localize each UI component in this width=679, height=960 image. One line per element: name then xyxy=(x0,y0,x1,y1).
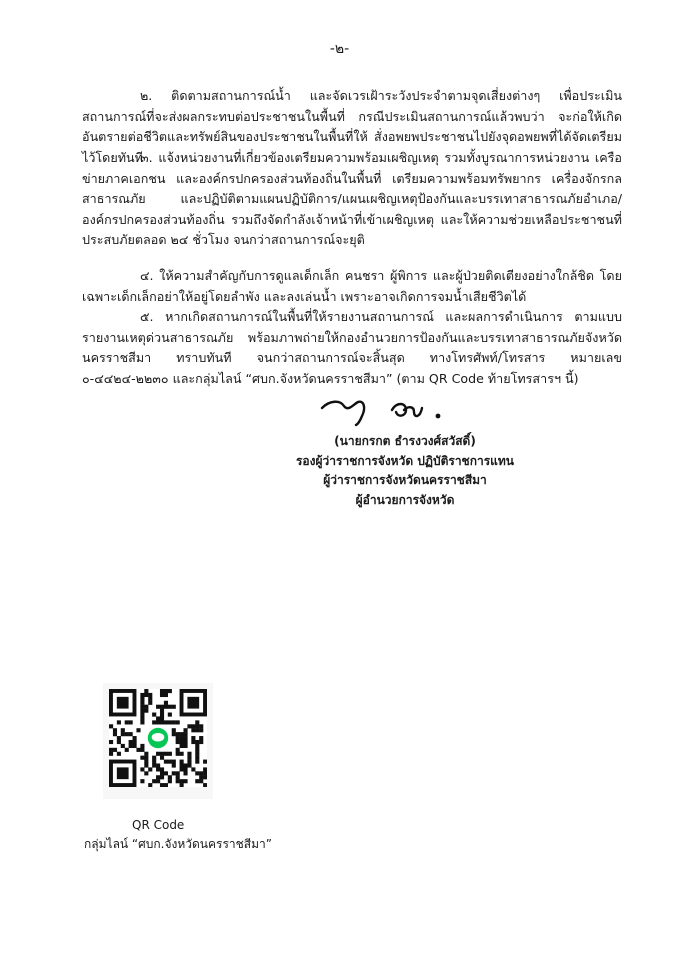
qr-module xyxy=(125,720,129,724)
qr-module xyxy=(113,728,117,732)
qr-module xyxy=(180,752,184,756)
qr-finder-pattern xyxy=(187,697,199,709)
line-chat-bubble xyxy=(152,733,165,742)
qr-module xyxy=(180,744,184,748)
qr-module xyxy=(199,724,203,728)
qr-module xyxy=(156,752,160,756)
qr-module xyxy=(117,720,121,724)
qr-module xyxy=(140,744,144,748)
qr-module xyxy=(160,713,164,717)
signer-name: (นายกรกต ธำรงวงศ์สวัสดิ์) xyxy=(334,434,476,448)
paragraph-number: ๔. xyxy=(140,268,154,283)
qr-module xyxy=(187,760,191,764)
qr-module xyxy=(180,767,184,771)
qr-module xyxy=(168,705,172,709)
qr-module xyxy=(129,744,133,748)
qr-module xyxy=(125,732,129,736)
qr-module xyxy=(129,732,133,736)
qr-module xyxy=(156,779,160,783)
qr-module xyxy=(168,779,172,783)
qr-module xyxy=(164,760,168,764)
qr-finder-pattern xyxy=(117,697,129,709)
qr-module xyxy=(172,760,176,764)
qr-module xyxy=(140,713,144,717)
qr-module xyxy=(117,736,121,740)
qr-module xyxy=(144,763,148,767)
qr-module xyxy=(140,720,144,724)
qr-module xyxy=(160,752,164,756)
qr-module xyxy=(160,716,164,720)
qr-module xyxy=(152,779,156,783)
qr-module xyxy=(117,752,121,756)
qr-module xyxy=(140,716,144,720)
qr-module xyxy=(148,783,152,787)
paragraph-number: ๓. xyxy=(140,150,153,165)
qr-module xyxy=(148,701,152,705)
qr-module xyxy=(176,732,180,736)
qr-module xyxy=(144,705,148,709)
qr-module xyxy=(144,709,148,713)
qr-module xyxy=(180,740,184,744)
qr-module xyxy=(121,728,125,732)
qr-module xyxy=(109,748,113,752)
qr-module xyxy=(195,720,199,724)
qr-module xyxy=(183,744,187,748)
qr-module xyxy=(156,716,160,720)
qr-module xyxy=(168,752,172,756)
qr-module xyxy=(183,740,187,744)
qr-module xyxy=(195,728,199,732)
qr-module xyxy=(199,740,203,744)
qr-module xyxy=(195,744,199,748)
qr-module xyxy=(156,775,160,779)
qr-module xyxy=(191,767,195,771)
paragraph-text: ให้ความสำคัญกับการดูแลเด็กเล็ก คนชรา ผู้พิการ และผู้ป่วยติดเตียงอย่างใกล้ชิด โดยเฉพาะเด็กเล็กอย่าให้อยู่โดยลำพัง และลงเล่นน้ำ เพราะอาจเกิดการจมน้ำเสียชีวิตได้ xyxy=(82,268,622,304)
qr-module xyxy=(168,713,172,717)
paragraph-number: ๕. xyxy=(140,309,154,324)
qr-module xyxy=(117,740,121,744)
qr-module xyxy=(140,709,144,713)
qr-module xyxy=(168,689,172,693)
qr-module xyxy=(176,779,180,783)
qr-caption xyxy=(84,816,274,854)
qr-module xyxy=(164,771,168,775)
qr-module xyxy=(180,763,184,767)
qr-module xyxy=(160,693,164,697)
qr-module xyxy=(113,732,117,736)
qr-module xyxy=(160,771,164,775)
qr-module xyxy=(148,693,152,697)
paragraph-4 xyxy=(82,266,622,307)
qr-module xyxy=(140,705,144,709)
signer-position: ผู้ว่าราชการจังหวัดนครราชสีมา xyxy=(323,473,487,487)
qr-module xyxy=(121,732,125,736)
qr-module xyxy=(160,775,164,779)
qr-module xyxy=(176,740,180,744)
qr-module xyxy=(148,767,152,771)
qr-module xyxy=(140,697,144,701)
qr-module xyxy=(183,763,187,767)
qr-module xyxy=(160,756,164,760)
qr-module xyxy=(195,740,199,744)
qr-module xyxy=(172,705,176,709)
qr-module xyxy=(140,779,144,783)
qr-module xyxy=(144,752,148,756)
qr-module xyxy=(203,775,207,779)
qr-module xyxy=(144,693,148,697)
qr-module xyxy=(168,760,172,764)
qr-module xyxy=(148,697,152,701)
qr-module xyxy=(172,732,176,736)
qr-module xyxy=(129,740,133,744)
qr-module xyxy=(136,728,140,732)
qr-module xyxy=(176,748,180,752)
qr-module xyxy=(140,767,144,771)
qr-module xyxy=(152,713,156,717)
qr-module xyxy=(191,740,195,744)
qr-module xyxy=(160,689,164,693)
qr-module xyxy=(152,760,156,764)
qr-module xyxy=(203,767,207,771)
qr-module xyxy=(203,771,207,775)
qr-module xyxy=(199,728,203,732)
qr-module xyxy=(109,724,113,728)
qr-module xyxy=(160,783,164,787)
qr-module xyxy=(183,728,187,732)
qr-module xyxy=(183,767,187,771)
qr-module xyxy=(195,752,199,756)
qr-module xyxy=(180,736,184,740)
qr-module xyxy=(195,779,199,783)
qr-module xyxy=(140,756,144,760)
qr-module xyxy=(144,756,148,760)
qr-module xyxy=(176,720,180,724)
qr-caption-title: QR Code xyxy=(132,818,185,832)
qr-module xyxy=(140,701,144,705)
qr-module xyxy=(183,732,187,736)
qr-module xyxy=(195,760,199,764)
qr-module xyxy=(191,736,195,740)
qr-module xyxy=(144,771,148,775)
qr-module xyxy=(164,783,168,787)
signature-block xyxy=(290,432,520,510)
qr-module xyxy=(183,736,187,740)
paragraph-text: แจ้งหน่วยงานที่เกี่ยวข้องเตรียมความพร้อมเผชิญเหตุ รวมทั้งบูรณาการหน่วยงาน เครือข่ายภาคเอกชน และองค์กรปกครองส่วนท้องถิ่นในพื้นที่ เตรียมความพร้อมทรัพยากร เครื่องจักรกลสาธารณภัย และปฏิบัติตามแผนปฏิบัติการ/แผนเผชิญเหตุป้องกันและบรรเทาสาธารณภัยอำเภอ/องค์กรปกครองส่วนท้องถิ่น รวมถึงจัดกำลังเจ้าหน้าที่เข้าเผชิญเหตุ และให้ความช่วยเหลือประชาชนที่ประสบภัยตลอด ๒๔ ชั่วโมง จนกว่าสถานการณ์จะยุติ xyxy=(82,150,622,247)
qr-module xyxy=(176,752,180,756)
paragraph-text: ติดตามสถานการณ์น้ำ และจัดเวรเฝ้าระวังประจำตามจุดเสี่ยงต่างๆ เพื่อประเมินสถานการณ์ที่จะส่งผลกระทบต่อประชาชนในพื้นที่ กรณีประเมินสถานการณ์แล้วพบว่า จะก่อให้เกิดอันตรายต่อชีวิตและทรัพย์สินของประชาชนในพื้นที่ให้ สั่งอพยพประชาชนไปยังจุดอพยพที่ได้จัดเตรียมไว้โดยทันที xyxy=(82,88,622,165)
qr-module xyxy=(180,779,184,783)
qr-module xyxy=(195,724,199,728)
qr-module xyxy=(164,705,168,709)
qr-module xyxy=(203,760,207,764)
qr-module xyxy=(133,736,137,740)
qr-module xyxy=(109,740,113,744)
qr-module xyxy=(164,752,168,756)
qr-module xyxy=(160,705,164,709)
qr-module xyxy=(180,783,184,787)
qr-module xyxy=(180,760,184,764)
qr-module xyxy=(168,775,172,779)
qr-finder-pattern xyxy=(117,767,129,779)
qr-module xyxy=(195,771,199,775)
qr-module xyxy=(136,748,140,752)
qr-module xyxy=(144,689,148,693)
qr-module xyxy=(164,701,168,705)
qr-module xyxy=(195,756,199,760)
qr-module xyxy=(144,760,148,764)
qr-module xyxy=(195,748,199,752)
qr-module xyxy=(183,771,187,775)
qr-caption-group: กลุ่มไลน์ “ศบก.จังหวัดนครราชสีมา” xyxy=(84,837,272,851)
qr-module xyxy=(176,736,180,740)
paragraph-number: ๒. xyxy=(140,88,153,103)
qr-module xyxy=(113,748,117,752)
qr-module xyxy=(176,771,180,775)
qr-module xyxy=(176,775,180,779)
paragraph-3 xyxy=(82,148,622,251)
qr-module xyxy=(160,720,164,724)
handwritten-signature xyxy=(318,394,448,428)
qr-module xyxy=(183,779,187,783)
qr-module xyxy=(172,720,176,724)
qr-module xyxy=(140,748,144,752)
qr-module xyxy=(164,693,168,697)
qr-module xyxy=(133,744,137,748)
qr-module xyxy=(164,689,168,693)
qr-module xyxy=(125,748,129,752)
page-number: -๒- xyxy=(329,41,350,57)
qr-module xyxy=(187,724,191,728)
qr-module xyxy=(191,728,195,732)
qr-module xyxy=(199,771,203,775)
qr-module xyxy=(160,767,164,771)
qr-module xyxy=(133,740,137,744)
qr-code-panel xyxy=(103,683,213,799)
qr-module xyxy=(203,783,207,787)
qr-module xyxy=(180,732,184,736)
paragraph-text: หากเกิดสถานการณ์ในพื้นที่ให้รายงานสถานการณ์ และผลการดำเนินการ ตามแบบรายงานเหตุด่วนสาธารณภัย พร้อมภาพถ่ายให้กองอำนวยการป้องกันและบรรเทาสาธารณภัยจังหวัดนครราชสีมา ทราบทันที จนกว่าสถานการณ์จะสิ้นสุด ทางโทรศัพท์/โทรสาร หมายเลข ๐-๔๔๒๔-๒๒๓๐ และกลุ่มไลน์ “ศบก.จังหวัดนครราชสีมา” (ตาม QR Code ท้ายโทรสารฯ นี้) xyxy=(82,309,622,386)
qr-module xyxy=(121,744,125,748)
qr-module xyxy=(199,736,203,740)
qr-code[interactable] xyxy=(109,689,207,787)
qr-module xyxy=(187,763,191,767)
qr-module xyxy=(152,720,156,724)
qr-module xyxy=(199,779,203,783)
qr-module xyxy=(187,756,191,760)
signer-position: รองผู้ว่าราชการจังหวัด ปฏิบัติราชการแทน xyxy=(295,453,514,468)
signer-position: ผู้อำนวยการจังหวัด xyxy=(355,492,455,507)
qr-module xyxy=(152,756,156,760)
qr-module xyxy=(109,752,113,756)
qr-module xyxy=(156,767,160,771)
qr-module xyxy=(172,763,176,767)
qr-module xyxy=(156,763,160,767)
qr-module xyxy=(156,720,160,724)
qr-module xyxy=(187,752,191,756)
qr-module xyxy=(168,720,172,724)
qr-module xyxy=(129,720,133,724)
qr-module xyxy=(152,763,156,767)
qr-module xyxy=(199,775,203,779)
qr-module xyxy=(164,720,168,724)
paragraph-5 xyxy=(82,307,622,389)
qr-module xyxy=(160,709,164,713)
qr-module xyxy=(191,724,195,728)
qr-module xyxy=(172,771,176,775)
qr-module xyxy=(172,728,176,732)
qr-module xyxy=(140,693,144,697)
qr-module xyxy=(156,705,160,709)
